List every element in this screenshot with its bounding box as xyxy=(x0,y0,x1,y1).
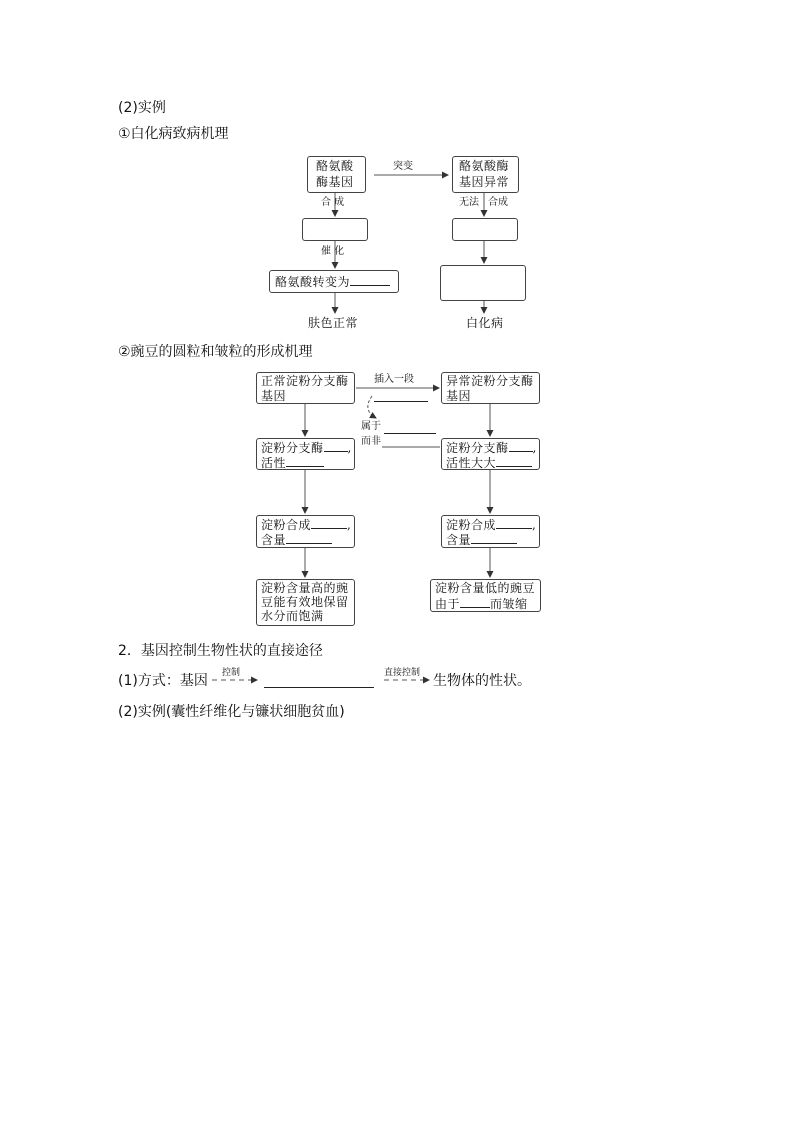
wrinkled-pea-line2: 由于 而皱缩 xyxy=(435,597,528,611)
abnormal-gene-line2: 基因异常 xyxy=(459,175,510,189)
tyrosinase-gene-line1: 酪氨酸 xyxy=(316,159,354,173)
rather-than-label: 而非 xyxy=(361,436,381,447)
albinism-blank-box xyxy=(440,265,526,301)
normal-gene-line2: 基因 xyxy=(261,389,287,403)
normal-skin-result: 肤色正常 xyxy=(308,316,359,330)
abnormal-synthesis-line2: 含量 xyxy=(446,532,517,548)
enzyme-blank-box-left xyxy=(302,218,368,241)
wrinkled-pea-line1: 淀粉含量低的豌豆 xyxy=(435,581,536,595)
direct-control-label: 直接控制 xyxy=(384,668,421,678)
mutation-label: 突变 xyxy=(393,161,413,172)
answer-blank[interactable] xyxy=(374,390,428,402)
answer-blank[interactable] xyxy=(286,455,324,467)
enzyme-blank-box-right xyxy=(452,218,518,241)
normal-synthesis-line2: 含量 xyxy=(261,532,332,548)
abnormal-starch-gene-line2: 基因 xyxy=(446,389,472,403)
abnormal-synthesis-line1: 淀粉合成 , xyxy=(446,518,537,532)
abnormal-enzyme-line2: 活性大大 xyxy=(446,455,532,471)
answer-blank[interactable] xyxy=(384,422,436,434)
abnormal-starch-gene-line1: 异常淀粉分支酶 xyxy=(446,374,534,388)
cannot-label: 无法 xyxy=(459,197,479,208)
answer-blank[interactable] xyxy=(496,455,532,467)
belongs-label: 属于 xyxy=(361,421,381,432)
answer-blank[interactable] xyxy=(496,517,532,529)
way-suffix: 生物体的性状。 xyxy=(433,673,531,689)
tyrosine-convert-text: 酪氨酸转变为 xyxy=(275,274,390,290)
round-pea-line2: 豆能有效地保留 xyxy=(261,595,349,609)
synthesize-label-right: 合成 xyxy=(488,197,508,208)
tyrosinase-gene-line2: 酶基因 xyxy=(316,175,354,189)
normal-enzyme-line2: 活性 xyxy=(261,455,324,471)
normal-enzyme-line1: 淀粉分支酶 , xyxy=(261,441,352,455)
direct-example-heading: (2)实例(囊性纤维化与镰状细胞贫血) xyxy=(118,704,345,720)
round-pea-line3: 水分而饱满 xyxy=(261,609,324,623)
answer-blank[interactable] xyxy=(509,440,533,452)
answer-blank[interactable] xyxy=(324,440,348,452)
abnormal-enzyme-line1: 淀粉分支酶 , xyxy=(446,441,537,455)
normal-synthesis-line1: 淀粉合成 , xyxy=(261,518,352,532)
control-label: 控制 xyxy=(222,668,241,678)
abnormal-gene-line1: 酪氨酸酶 xyxy=(459,159,510,173)
albinism-result: 白化病 xyxy=(466,316,504,330)
direct-pathway-heading: 2．基因控制生物性状的直接途径 xyxy=(118,643,323,659)
normal-gene-line1: 正常淀粉分支酶 xyxy=(261,374,349,388)
way-prefix: (1)方式：基因 xyxy=(118,673,208,689)
answer-blank[interactable] xyxy=(264,676,374,688)
round-pea-line1: 淀粉含量高的豌 xyxy=(261,581,349,595)
answer-blank[interactable] xyxy=(460,596,490,608)
answer-blank[interactable] xyxy=(311,517,347,529)
synthesize-label-left: 合 成 xyxy=(321,197,345,208)
answer-blank[interactable] xyxy=(350,274,390,286)
pea-subheading: ②豌豆的圆粒和皱粒的形成机理 xyxy=(118,344,313,360)
catalyze-label: 催 化 xyxy=(321,246,345,257)
example-heading: (2)实例 xyxy=(118,100,166,116)
insert-label: 插入一段 xyxy=(374,374,414,385)
answer-blank[interactable] xyxy=(286,532,332,544)
answer-blank[interactable] xyxy=(471,532,517,544)
albinism-subheading: ①白化病致病机理 xyxy=(118,126,229,142)
